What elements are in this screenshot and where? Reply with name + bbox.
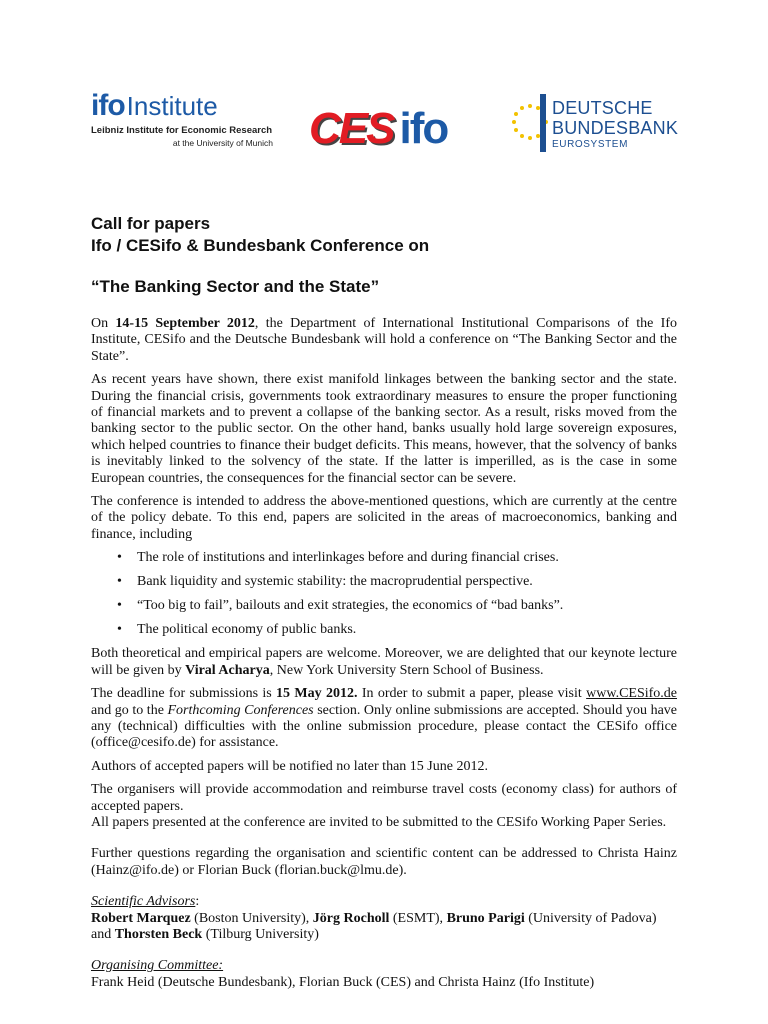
bundesbank-logo-line2: BUNDESBANK [552, 118, 679, 138]
advisor-affiliation: (Tilburg University) [202, 926, 319, 942]
intro-pre: On [91, 316, 116, 331]
bundesbank-logo [510, 92, 680, 156]
list-item: • “Too big to fail”, bailouts and exit strategies, the economics of “bad banks”. [137, 598, 677, 614]
advisor-name: Robert Marquez [91, 910, 191, 926]
conference-heading: Ifo / CESifo & Bundesbank Conference on [91, 236, 430, 255]
working-paper-paragraph: All papers presented at the conference are invited to be submitted to the CESifo Working Paper Series. [91, 814, 667, 830]
forthcoming-conferences-section: Forthcoming Conferences [167, 702, 314, 718]
list-item: • Bank liquidity and systemic stability: the macroprudential perspective. [137, 574, 677, 590]
advisor-affiliation: (ESMT), [389, 910, 447, 926]
advisors-label-line [91, 894, 677, 910]
deadline-mid: In order to submit a paper, please visit [357, 686, 587, 702]
advisor-affiliation: (Boston University), [190, 910, 313, 926]
intro-paragraph [91, 316, 677, 365]
keynote-paragraph [91, 646, 677, 679]
document-body [91, 316, 677, 998]
advisor-and: and [91, 926, 115, 942]
advisors-line1 [91, 911, 677, 927]
committee-label: Organising Committee: [91, 958, 224, 974]
deadline-paragraph [91, 686, 677, 752]
cesifo-logo-ifo: ifo [399, 104, 448, 153]
ifo-logo-institute: Institute [126, 91, 218, 121]
context-paragraph: As recent years have shown, there exist manifold linkages between the banking sector and the state. During the financial crisis, governments took extraordinary measures to ensure the proper functioning of financial markets and to prevent a collapse of the banking sector. As a result, risks moved from the banking sector to the public sector. On the other hand, banks usually hold large sovereign exposures, which helped countries to finance their budget deficits. This means, however, that the solvency of banks is inevitably linked to the solvency of the state. If the latter is imperilled, as is the case in some European countries, the consequences for the financial sector can be severe. [91, 372, 677, 486]
keynote-pre: Both theoretical and empirical papers are welcome. Moreover, we are delighted that our keynote lecture will be given by [91, 646, 677, 678]
advisors-line2 [91, 927, 677, 943]
intro-post: , the Department of International Institutional Comparisons of the Ifo Institute, CESifo and the Deutsche Bundesbank will hold a conference on “The Banking Sector and the State”. [91, 316, 677, 364]
questions-paragraph: Further questions regarding the organisation and scientific content can be addressed to Christa Hainz (Hainz@ifo.de) or Florian Buck (florian.buck@lmu.de). [91, 846, 677, 878]
list-item: • The role of institutions and interlinkages before and during financial crises. [137, 550, 677, 566]
bundesbank-logo-line3: EUROSYSTEM [552, 139, 629, 150]
deadline-and: and go to the [91, 702, 168, 718]
ifo-logo-location: at the University of Munich [172, 138, 273, 148]
committee-label-line [91, 958, 677, 974]
logo-bar [91, 88, 677, 160]
ifo-institute-logo [91, 90, 273, 156]
deadline-post: section. Only online submissions are accepted. Should you have any (technical) difficulties with the online submission procedure, please contact the CESifo office (office@cesifo.de) for assistance. [91, 702, 677, 751]
committee-members: Frank Heid (Deutsche Bundesbank), Florian Buck (CES) and Christa Hainz (Ifo Institute) [91, 974, 595, 990]
notification-paragraph: Authors of accepted papers will be notified no later than 15 June 2012. [91, 758, 488, 774]
deadline-pre: The deadline for submissions is [91, 686, 277, 702]
advisor-name: Bruno Parigi [446, 910, 525, 926]
ifo-logo-word: ifo [91, 89, 125, 122]
advisor-affiliation: (University of Padova) [524, 910, 657, 926]
cesifo-logo [309, 106, 447, 152]
topics-list [91, 550, 677, 638]
bundesbank-logo-text [552, 98, 678, 151]
cesifo-website-link[interactable]: www.CESifo.de [586, 686, 678, 702]
ifo-logo-subtitle: Leibniz Institute for Economic Research [91, 125, 273, 136]
keynote-speaker: Viral Acharya [185, 662, 270, 678]
cesifo-logo-ces: CES [309, 104, 394, 153]
bundesbank-logo-line1: DEUTSCHE [552, 98, 653, 118]
deadline-date: 15 May 2012. [276, 686, 358, 702]
advisor-name: Jörg Rocholl [312, 910, 390, 926]
advisors-colon: : [195, 894, 200, 910]
list-item: • The political economy of public banks. [137, 622, 677, 638]
bundesbank-logo-bar [540, 94, 546, 152]
scope-paragraph: The conference is intended to address the above-mentioned questions, which are currently at the centre of the policy debate. To this end, papers are solicited in the areas of macroeconomics, banking and finance, including [91, 494, 677, 542]
advisor-name: Thorsten Beck [114, 926, 203, 942]
conference-title: “The Banking Sector and the State” [91, 277, 380, 296]
call-for-papers-heading: Call for papers [91, 214, 211, 233]
advisors-label: Scientific Advisors [91, 894, 196, 910]
accommodation-paragraph: The organisers will provide accommodation and reimburse travel costs (economy class) for authors of accepted papers. [91, 782, 677, 814]
keynote-post: , New York University Stern School of Business. [269, 662, 544, 678]
conference-date: 14-15 September 2012 [115, 316, 255, 331]
